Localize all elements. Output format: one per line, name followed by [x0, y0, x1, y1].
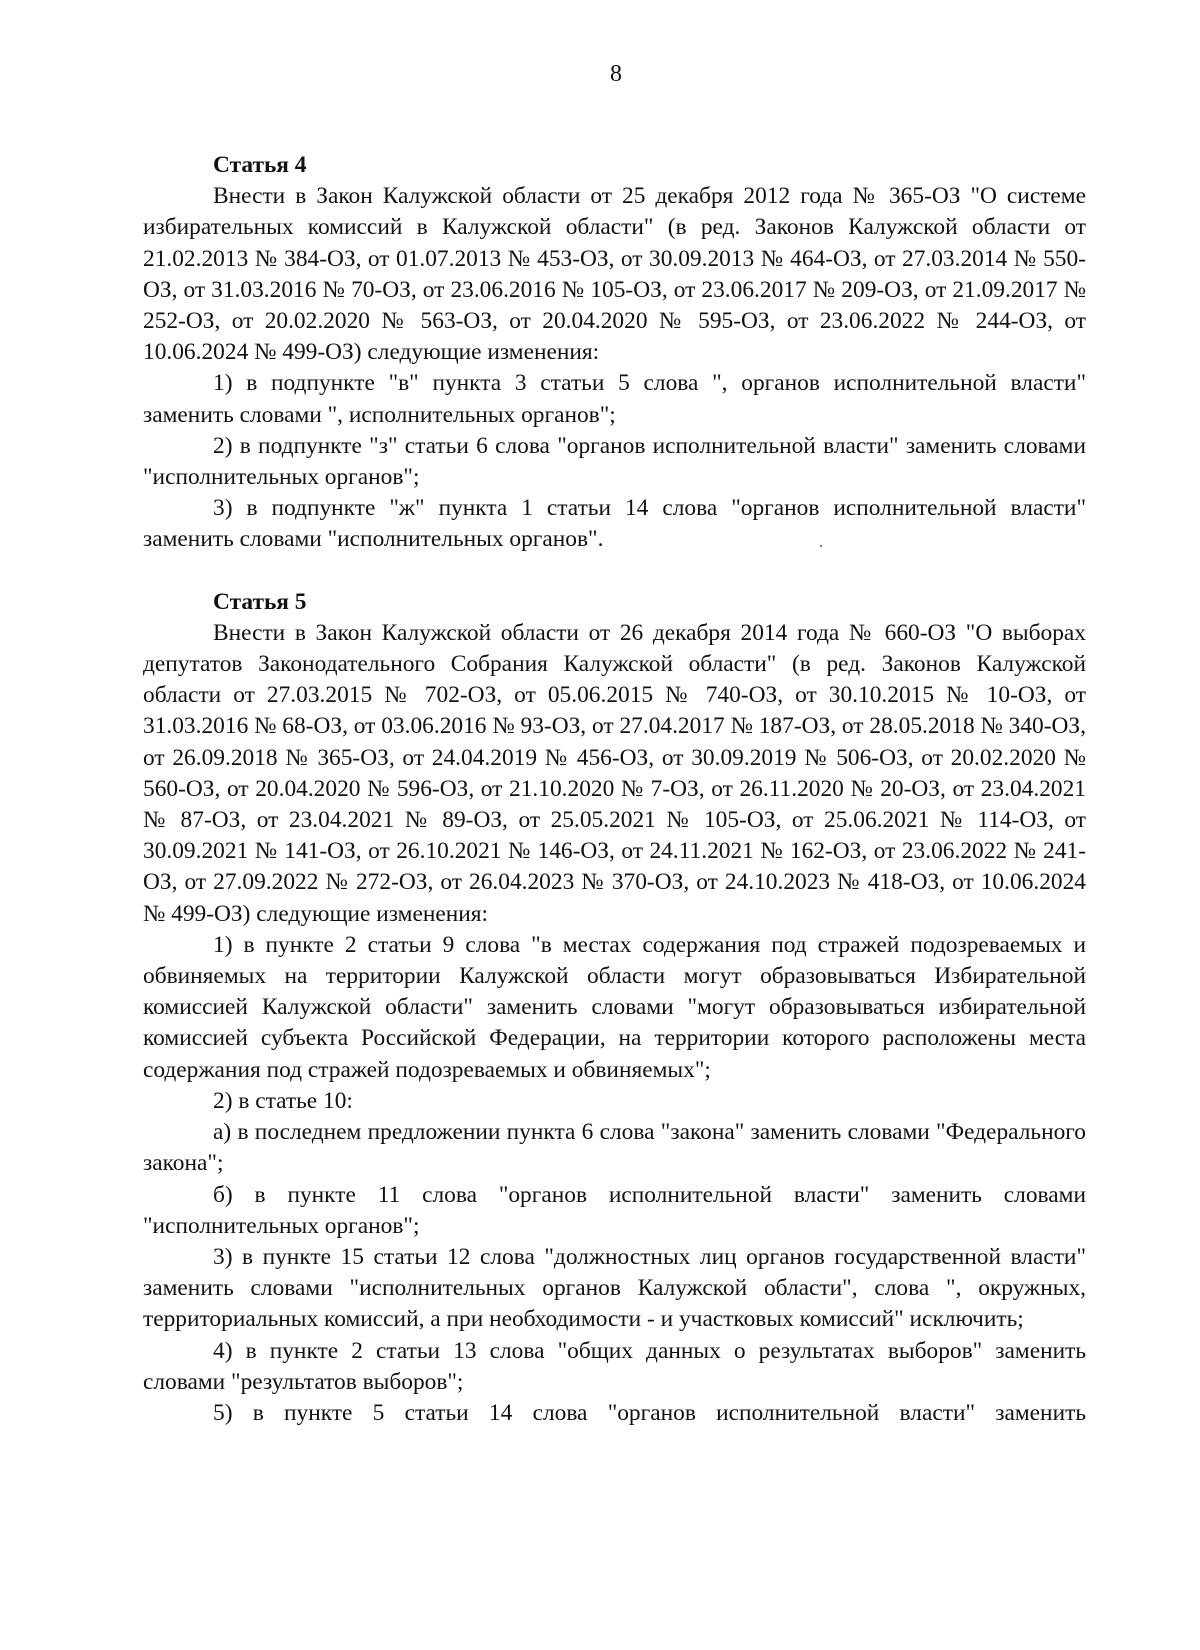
amendment-item: 1) в подпункте "в" пункта 3 статьи 5 слова ", органов исполнительной власти" заменить словами ", исполнительных органов";	[143, 370, 1086, 428]
scan-speck	[820, 545, 822, 547]
page-number: 8	[610, 61, 622, 87]
article-intro-paragraph: Внести в Закон Калужской области от 25 декабря 2012 года № 365-ОЗ "О системе избирательных комиссий в Калужской области" (в ред. Законов Калужской области от 21.02.2013 № 384-ОЗ, от 01.07.2013 № 453-ОЗ, от 30.09.2013 № 464-ОЗ, от 27.03.2014 № 550-ОЗ, от 31.03.2016 № 70-ОЗ, от 23.06.2016 № 105-ОЗ, от 23.06.2017 № 209-ОЗ, от 21.09.2017 № 252-ОЗ, от 20.02.2020 № 563-ОЗ, от 20.04.2020 № 595-ОЗ, от 23.06.2022 № 244-ОЗ, от 10.06.2024 № 499-ОЗ) следующие изменения:	[143, 183, 1086, 366]
amendment-item: 3) в пункте 15 статьи 12 слова "должностных лиц органов государственной власти" заменить словами "исполнительных органов Калужской области", слова ", окружных, территориальных комиссий, а при необходимости - и участковых комиссий" исключить;	[143, 1243, 1086, 1333]
article-4	[143, 150, 1086, 556]
amendment-item: 2) в статье 10:	[213, 1087, 353, 1114]
article-title: Статья 5	[213, 588, 307, 615]
amendment-item: 5) в пункте 5 статьи 14 слова "органов исполнительной власти" заменить	[213, 1399, 1086, 1426]
article-5	[143, 587, 1086, 1429]
amendment-subitem: б) в пункте 11 слова "органов исполнительной власти" заменить словами "исполнительных органов";	[143, 1181, 1086, 1239]
article-title: Статья 4	[213, 152, 307, 178]
document-body	[143, 150, 1086, 1429]
amendment-item: 3) в подпункте "ж" пункта 1 статьи 14 слова "органов исполнительной власти" заменить словами "исполнительных органов".	[143, 495, 1086, 553]
amendment-subitem: а) в последнем предложении пункта 6 слова "закона" заменить словами "Федерального закона";	[143, 1119, 1086, 1177]
amendment-item: 2) в подпункте "з" статьи 6 слова "органов исполнительной власти" заменить словами "исполнительных органов";	[143, 432, 1086, 491]
amendment-item: 1) в пункте 2 статьи 9 слова "в местах содержания под стражей подозреваемых и обвиняемых на территории Калужской области могут образовываться Избирательной комиссией Калужской области" заменить словами "могут образовываться избирательной комиссией субъекта Российской Федерации, на территории которого расположены места содержания под стражей подозреваемых и обвиняемых";	[143, 931, 1086, 1083]
article-intro-paragraph: Внести в Закон Калужской области от 26 декабря 2014 года № 660-ОЗ "О выборах депутатов Законодательного Собрания Калужской области" (в ред. Законов Калужской области от 27.03.2015 № 702-ОЗ, от 05.06.2015 № 740-ОЗ, от 30.10.2015 № 10-ОЗ, от 31.03.2016 № 68-ОЗ, от 03.06.2016 № 93-ОЗ, от 27.04.2017 № 187-ОЗ, от 28.05.2018 № 340-ОЗ, от 26.09.2018 № 365-ОЗ, от 24.04.2019 № 456-ОЗ, от 30.09.2019 № 506-ОЗ, от 20.02.2020 № 560-ОЗ, от 20.04.2020 № 596-ОЗ, от 21.10.2020 № 7-ОЗ, от 26.11.2020 № 20-ОЗ, от 23.04.2021 № 87-ОЗ, от 23.04.2021 № 89-ОЗ, от 25.05.2021 № 105-ОЗ, от 25.06.2021 № 114-ОЗ, от 30.09.2021 № 141-ОЗ, от 26.10.2021 № 146-ОЗ, от 24.11.2021 № 162-ОЗ, от 23.06.2022 № 241-ОЗ, от 27.09.2022 № 272-ОЗ, от 26.04.2023 № 370-ОЗ, от 24.10.2023 № 418-ОЗ, от 10.06.2024 № 499-ОЗ) следующие изменения:	[143, 619, 1086, 927]
amendment-item: 4) в пункте 2 статьи 13 слова "общих данных о результатах выборов" заменить словами "результатов выборов";	[143, 1337, 1086, 1395]
